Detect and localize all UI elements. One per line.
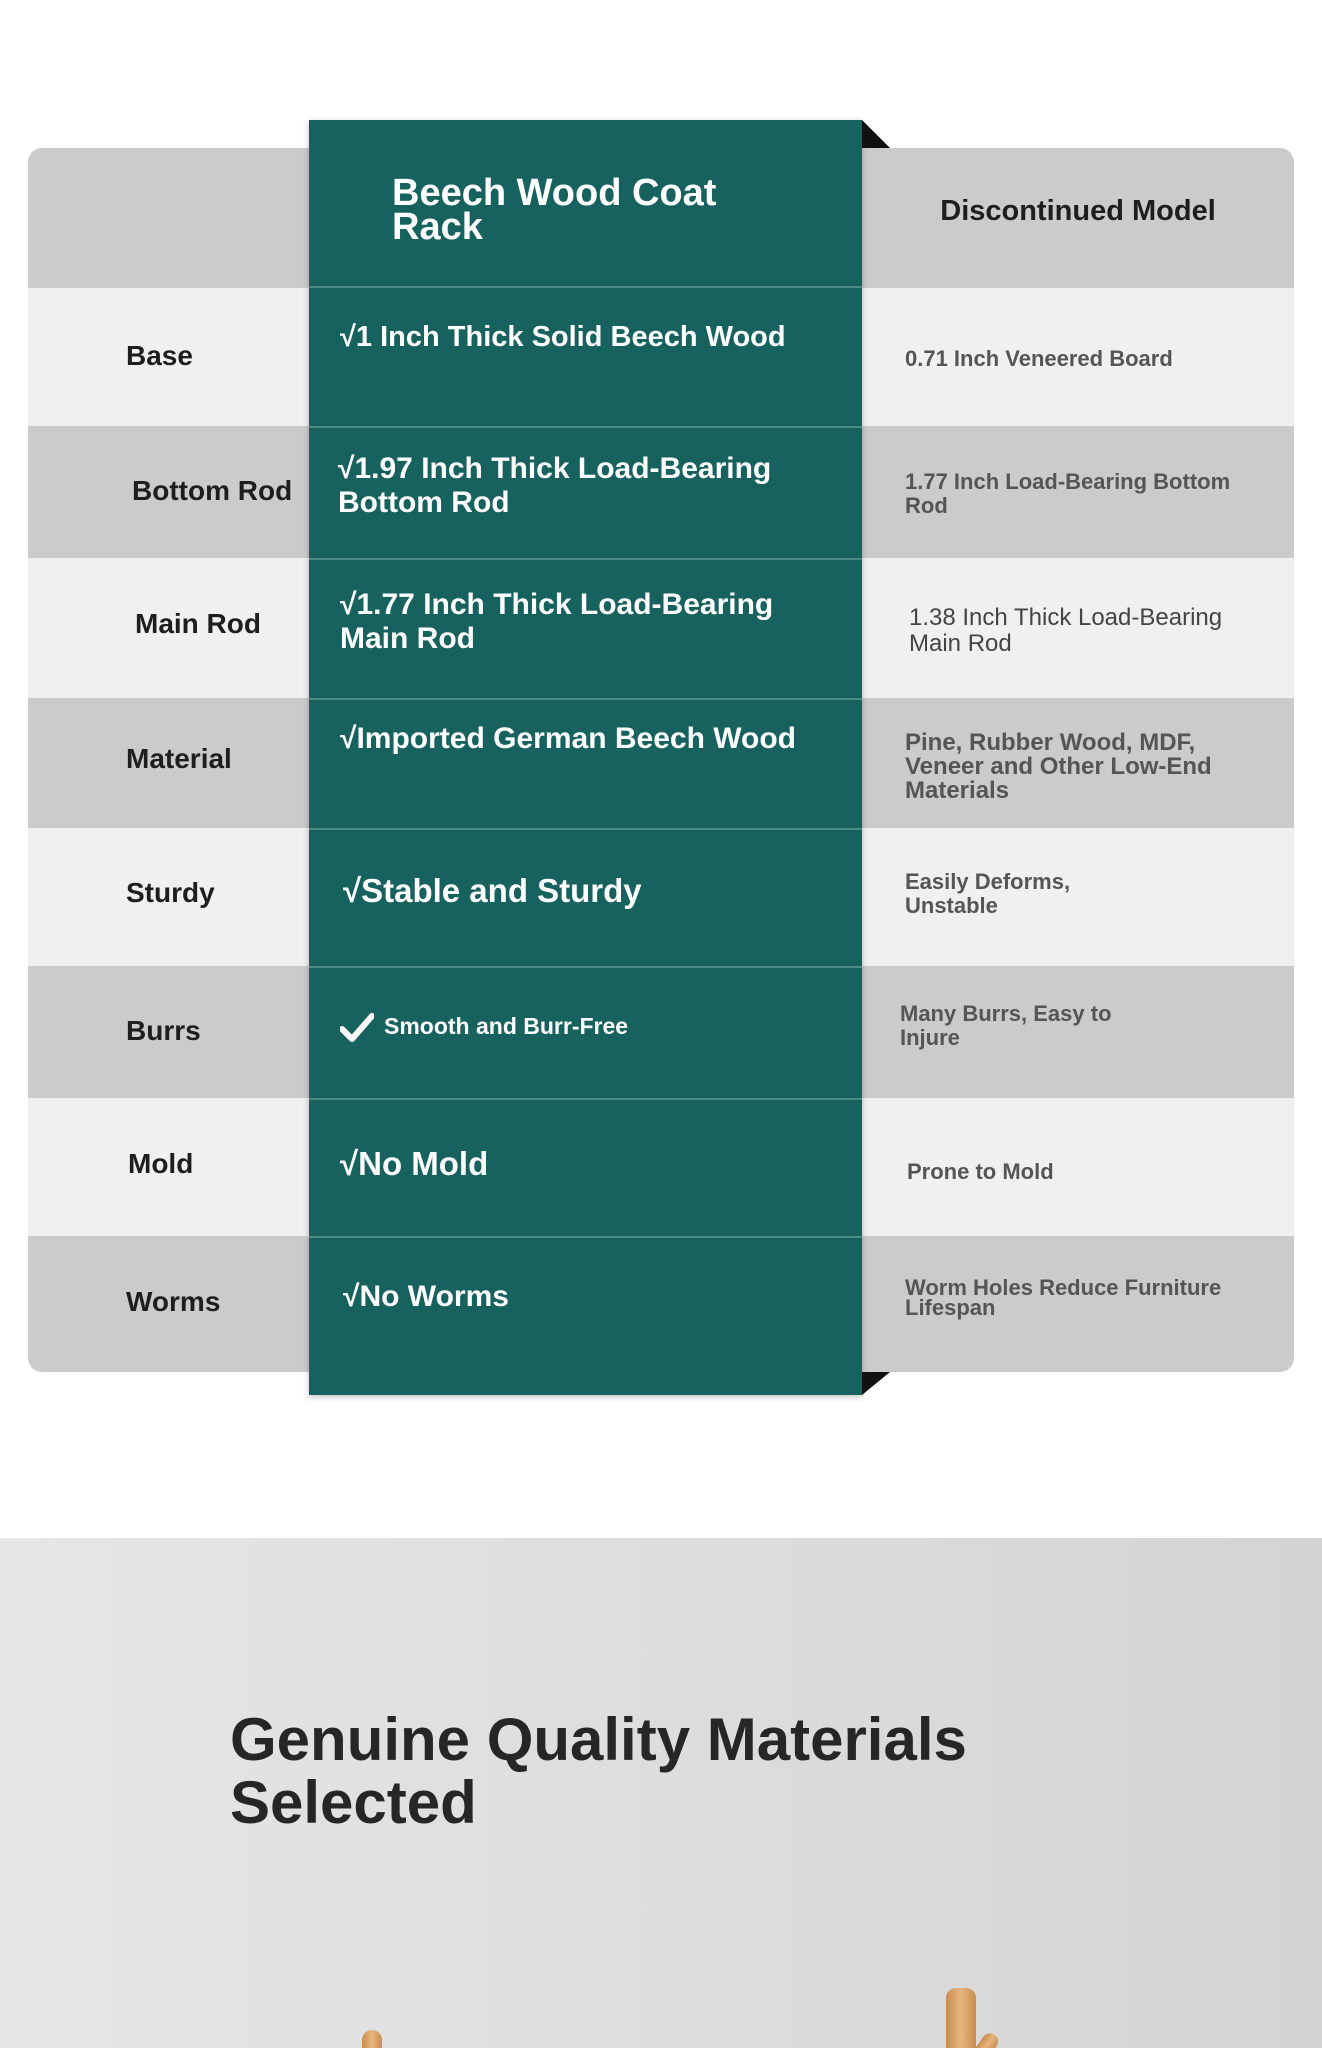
highlight-column xyxy=(309,120,862,1395)
highlight-cell-main-rod: √1.77 Inch Thick Load-Bearing Main Rod xyxy=(340,588,774,655)
compare-cell-base: 0.71 Inch Veneered Board xyxy=(905,346,1173,371)
divider xyxy=(309,1236,862,1238)
divider xyxy=(309,558,862,560)
divider xyxy=(309,1098,862,1100)
row-label-material: Material xyxy=(126,743,232,774)
row-label-base: Base xyxy=(126,340,193,371)
compare-cell-bottom-rod: 1.77 Inch Load-Bearing Bottom Rod xyxy=(905,469,1231,519)
wood-peg xyxy=(362,2030,382,2048)
row-label-worms: Worms xyxy=(126,1286,221,1317)
section-title: Genuine Quality Materials Selected xyxy=(230,1706,967,1836)
highlight-cell-burrs-text: Smooth and Burr-Free xyxy=(384,1013,629,1040)
highlight-cell-burrs xyxy=(340,1013,840,1043)
highlight-cell-sturdy: √Stable and Sturdy xyxy=(343,872,642,909)
highlight-column-title: Beech Wood Coat Rack xyxy=(392,172,717,249)
compare-cell-main-rod: 1.38 Inch Thick Load-Bearing Main Rod xyxy=(909,604,1223,658)
compare-cell-burrs: Many Burrs, Easy to Injure xyxy=(900,1001,1112,1051)
row-label-sturdy: Sturdy xyxy=(126,877,215,908)
ribbon-fold-bottom xyxy=(862,1372,890,1395)
compare-cell-material: Pine, Rubber Wood, MDF, Veneer and Other Low-End Materials xyxy=(905,729,1212,804)
divider xyxy=(309,966,862,968)
divider xyxy=(309,426,862,428)
compare-cell-worms: Worm Holes Reduce Furniture Lifespan xyxy=(905,1275,1222,1320)
highlight-cell-worms: √No Worms xyxy=(343,1280,509,1313)
quality-materials-section xyxy=(0,1538,1322,2048)
check-mark-icon xyxy=(340,1013,374,1043)
wood-peg xyxy=(946,1988,976,2048)
compare-column-title: Discontinued Model xyxy=(940,195,1216,227)
divider xyxy=(309,698,862,700)
row-label-main-rod: Main Rod xyxy=(135,608,261,639)
divider xyxy=(309,286,862,288)
row-label-burrs: Burrs xyxy=(126,1015,201,1046)
compare-cell-sturdy: Easily Deforms, Unstable xyxy=(905,869,1071,919)
ribbon-fold-top xyxy=(862,120,890,148)
highlight-cell-mold: √No Mold xyxy=(340,1145,489,1182)
highlight-cell-material: √Imported German Beech Wood xyxy=(340,722,796,755)
compare-cell-mold: Prone to Mold xyxy=(907,1159,1054,1184)
highlight-cell-bottom-rod: √1.97 Inch Thick Load-Bearing Bottom Rod xyxy=(338,452,772,519)
highlight-cell-base: √1 Inch Thick Solid Beech Wood xyxy=(340,321,786,353)
row-label-mold: Mold xyxy=(128,1148,194,1179)
row-label-bottom-rod: Bottom Rod xyxy=(132,475,293,506)
divider xyxy=(309,828,862,830)
